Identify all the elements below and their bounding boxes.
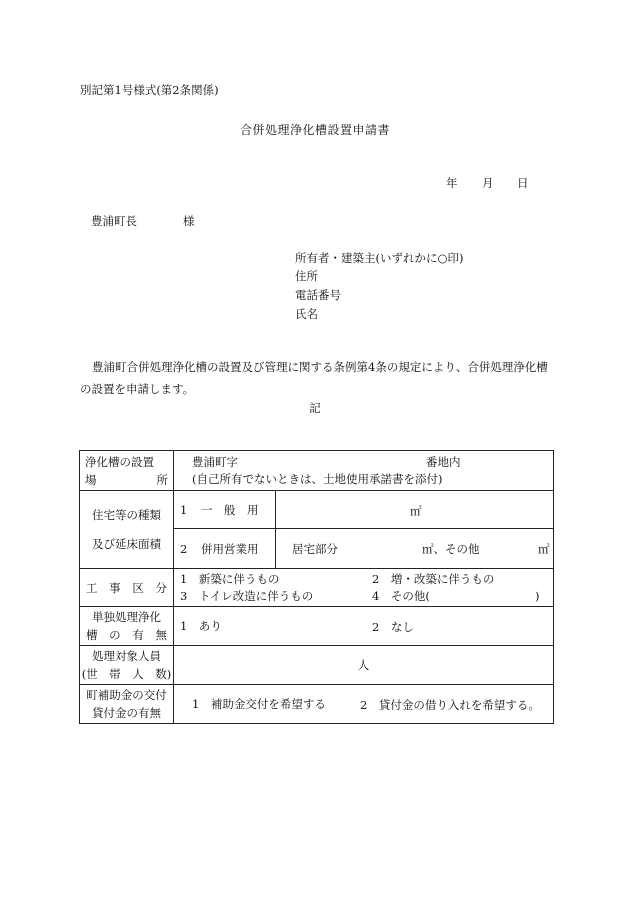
housing-residential-label: 居宅部分	[292, 542, 338, 556]
housing-mixed-label: 併用営業用	[200, 541, 259, 556]
ki-heading: 記	[309, 401, 321, 415]
date-day-label: 日	[517, 176, 529, 190]
housing-general-label: 一 般 用	[200, 502, 259, 517]
location-row	[80, 451, 554, 491]
addressee-name: 豊浦町長	[91, 214, 137, 228]
construction-opt-new: 1 新築に伴うもの	[180, 571, 280, 586]
construction-opt-toilet: 3 トイレ改造に伴うもの	[180, 588, 314, 603]
housing-general-area-field[interactable]	[276, 491, 554, 529]
subsidy-row	[80, 685, 554, 724]
addressee-honorific: 様	[183, 214, 195, 228]
persons-unit: 人	[357, 658, 370, 672]
single-tank-label: 単独処理浄化 槽 の 有 無	[80, 607, 174, 646]
location-banchi: 番地内	[426, 454, 461, 469]
persons-label: 処理対象人員 (世 帯 人 数)	[80, 646, 174, 685]
address-label: 住所	[295, 269, 318, 283]
construction-opt-other-close: )	[535, 588, 540, 603]
housing-general-no: 1	[180, 502, 188, 517]
phone-label: 電話番号	[295, 288, 341, 302]
persons-row	[80, 646, 554, 685]
location-label-line1: 浄化槽の設置	[85, 454, 154, 469]
location-label	[80, 451, 174, 491]
date-year-label: 年	[446, 176, 458, 190]
single-tank-row	[80, 607, 554, 646]
housing-residential-unit: ㎡、その他	[422, 542, 480, 556]
subsidy-options[interactable]	[174, 685, 554, 724]
subsidy-label: 町補助金の交付 貸付金の有無	[80, 685, 174, 724]
housing-row-general	[80, 491, 554, 529]
construction-opt-other: 4 その他(	[372, 588, 430, 603]
housing-general-option[interactable]	[174, 491, 276, 529]
subsidy-opt-grant: 1 補助金交付を希望する	[192, 697, 326, 711]
housing-mixed-option[interactable]	[174, 529, 276, 569]
persons-field[interactable]	[174, 646, 554, 685]
location-note: (自己所有でないときは、土地使用承諾書を添付)	[192, 471, 443, 486]
location-label-b: 所	[156, 472, 168, 487]
housing-mixed-no: 2	[180, 541, 188, 556]
construction-row	[80, 569, 554, 607]
housing-label: 住宅等の種類 及び延床面積	[80, 491, 174, 569]
subsidy-opt-loan: 2 貸付金の借り入れを希望する。	[360, 698, 540, 712]
housing-general-unit: ㎡	[410, 504, 422, 518]
date-month-label: 月	[482, 176, 494, 190]
single-tank-options[interactable]	[174, 607, 554, 646]
housing-other-unit: ㎡	[538, 542, 550, 556]
single-tank-no: 2 なし	[372, 620, 414, 634]
application-table	[79, 450, 554, 724]
construction-opt-extension: 2 増・改築に伴うもの	[372, 571, 495, 586]
construction-options[interactable]	[174, 569, 554, 607]
document-title: 合併処理浄化槽設置申請書	[239, 123, 390, 137]
location-field[interactable]	[174, 451, 554, 491]
location-label-a: 場	[85, 472, 97, 487]
owner-line: 所有者・建築主(いずれかに○印)	[295, 251, 464, 265]
name-label: 氏名	[295, 307, 318, 321]
form-number: 別記第1号様式(第2条関係)	[80, 83, 219, 97]
housing-mixed-area-field[interactable]	[276, 529, 554, 569]
location-town: 豊浦町字	[192, 454, 238, 469]
single-tank-yes: 1 あり	[180, 619, 222, 633]
application-paragraph: 豊浦町合併処理浄化槽の設置及び管理に関する条例第4条の規定により、合併処理浄化槽の設置を申請します。	[80, 360, 548, 396]
construction-label: 工 事 区 分	[80, 569, 174, 607]
